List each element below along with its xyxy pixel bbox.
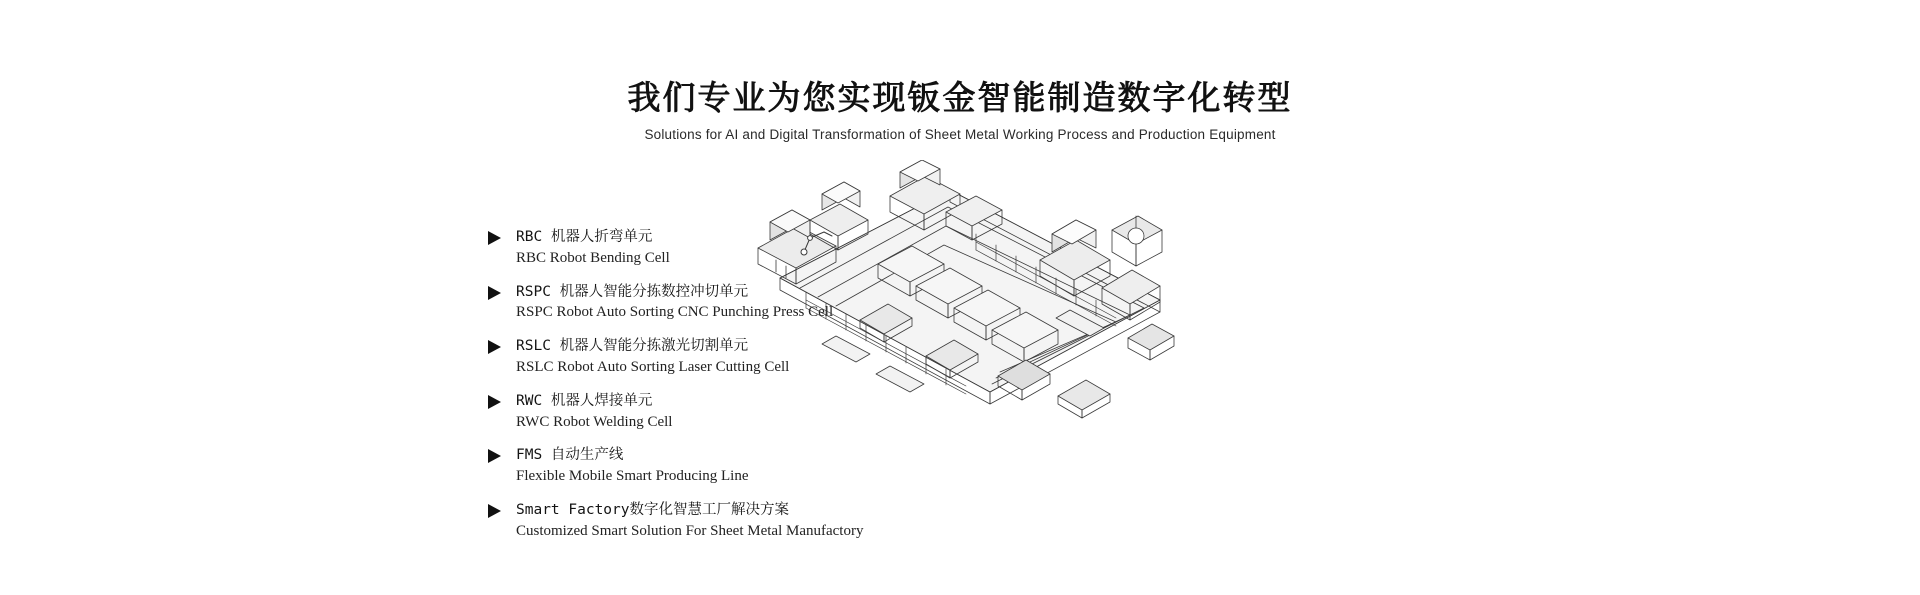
- feature-label-cn: FMS 自动生产线: [516, 447, 624, 464]
- feature-label-cn: RSPC 机器人智能分拣数控冲切单元: [516, 283, 749, 300]
- triangle-bullet-icon: [488, 340, 501, 354]
- feature-label-cn: RWC 机器人焊接单元: [516, 392, 653, 409]
- triangle-bullet-icon: [488, 231, 501, 245]
- feature-label-en: RWC Robot Welding Cell: [516, 413, 673, 430]
- feature-label-en: RSLC Robot Auto Sorting Laser Cutting Cell: [516, 359, 790, 376]
- factory-line-illustration: [740, 160, 1200, 440]
- triangle-bullet-icon: [488, 286, 501, 300]
- feature-label-en: RSPC Robot Auto Sorting CNC Punching Press Cell: [516, 304, 834, 321]
- page-subtitle: Solutions for AI and Digital Transformation of Sheet Metal Working Process and Production Equipment: [644, 126, 1276, 142]
- triangle-bullet-icon: [488, 449, 501, 463]
- feature-label-en: RBC Robot Bending Cell: [516, 249, 670, 266]
- triangle-bullet-icon: [488, 395, 501, 409]
- feature-label-en: Customized Smart Solution For Sheet Metal Manufactory: [516, 522, 864, 539]
- header: [0, 78, 1920, 143]
- feature-label-en: Flexible Mobile Smart Producing Line: [516, 468, 749, 485]
- triangle-bullet-icon: [488, 504, 501, 518]
- feature-label-cn: RBC 机器人折弯单元: [516, 229, 653, 245]
- page-title: 我们专业为您实现钣金智能制造数字化转型: [627, 79, 1293, 116]
- feature-label-cn: RSLC 机器人智能分拣激光切割单元: [516, 338, 749, 355]
- list-item: [488, 446, 908, 486]
- list-item: [488, 501, 908, 541]
- feature-label-cn: Smart Factory数字化智慧工厂解决方案: [516, 501, 789, 518]
